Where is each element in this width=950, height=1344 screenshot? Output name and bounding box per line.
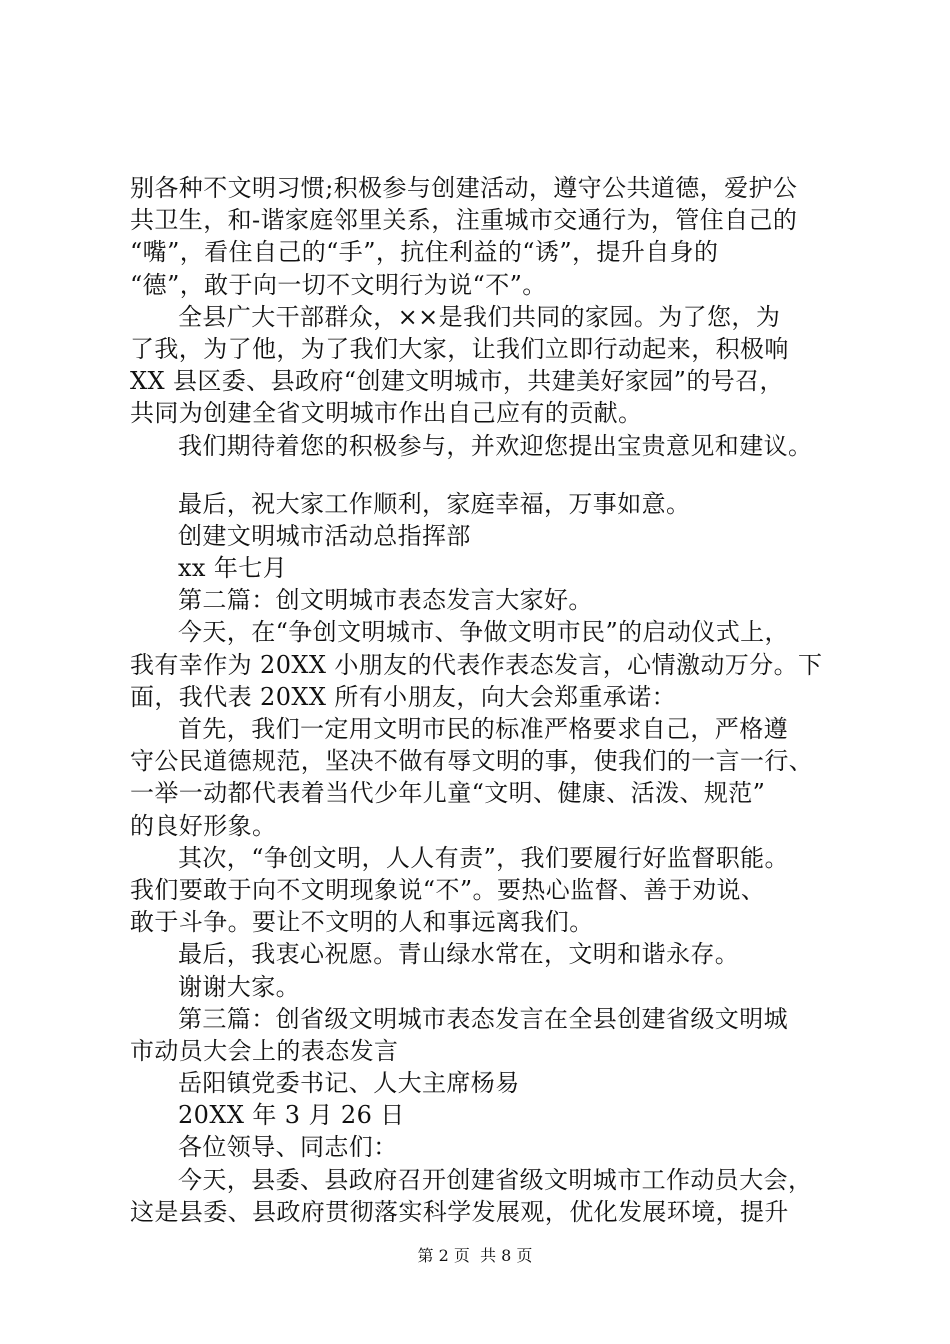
text-line: 今天，在“争创文明城市、争做文明市民”的启动仪式上， bbox=[178, 618, 789, 647]
text-line: XX 县区委、县政府“创建文明城市，共建美好家园”的号召， bbox=[130, 367, 784, 396]
page-number: 第 2 页 共 8 页 bbox=[417, 1246, 533, 1265]
paragraph-5 bbox=[130, 713, 830, 842]
paragraph-2 bbox=[130, 301, 830, 430]
text-line: 面，我代表 20XX 所有小朋友，向大会郑重承诺： bbox=[130, 682, 676, 711]
paragraph-1 bbox=[130, 172, 830, 301]
document-body bbox=[130, 172, 830, 1228]
text-line: 我有幸作为 20XX 小朋友的代表作表态发言，心情激动万分。下 bbox=[130, 650, 823, 679]
paragraph-7: 最后，我衷心祝愿。青山绿水常在，文明和谐永存。 bbox=[178, 940, 740, 969]
text-line: 的良好形象。 bbox=[130, 811, 277, 840]
signature-date: xx 年七月 bbox=[178, 554, 288, 583]
salutation: 各位领导、同志们： bbox=[178, 1133, 398, 1162]
text-line: 全县广大干部群众，××是我们共同的家园。为了您，为 bbox=[178, 302, 781, 331]
text-line: 市动员大会上的表态发言 bbox=[130, 1036, 399, 1065]
paragraph-3: 我们期待着您的积极参与，并欢迎您提出宝贵意见和建议。 bbox=[178, 431, 813, 460]
text-line: 守公民道德规范，坚决不做有辱文明的事，使我们的一言一行、 bbox=[130, 747, 814, 776]
signature: 创建文明城市活动总指挥部 bbox=[178, 521, 471, 550]
section-3-title bbox=[130, 1003, 830, 1067]
text-line: 一举一动都代表着当代少年儿童“文明、健康、活泼、规范” bbox=[130, 779, 766, 808]
text-line: 敢于斗争。要让不文明的人和事远离我们。 bbox=[130, 908, 594, 937]
text-line: 其次，“争创文明，人人有责”，我们要履行好监督职能。 bbox=[178, 843, 789, 872]
closing-line: 最后，祝大家工作顺利，家庭幸福，万事如意。 bbox=[178, 489, 691, 518]
text-line: 首先，我们一定用文明市民的标准严格要求自己，严格遵 bbox=[178, 715, 788, 743]
text-line: 第三篇：创省级文明城市表态发言在全县创建省级文明城 bbox=[178, 1004, 788, 1033]
section-2-title: 第二篇：创文明城市表态发言大家好。 bbox=[178, 586, 593, 615]
text-line: 共卫生，和-谐家庭邻里关系，注重城市交通行为，管住自己的 bbox=[130, 206, 798, 235]
paragraph-4 bbox=[130, 616, 830, 713]
text-line: “嘴”，看住自己的“手”，抗住利益的“诱”，提升自身的 bbox=[130, 238, 719, 267]
text-line: 别各种不文明习惯;积极参与创建活动，遵守公共道德，爱护公 bbox=[130, 174, 798, 202]
speaker: 岳阳镇党委书记、人大主席杨易 bbox=[178, 1069, 520, 1098]
text-line: 了我，为了他，为了我们大家，让我们立即行动起来，积极响 bbox=[130, 334, 789, 363]
blank-gap bbox=[130, 462, 830, 488]
paragraph-8: 谢谢大家。 bbox=[178, 972, 300, 1001]
paragraph-9 bbox=[130, 1164, 830, 1228]
text-line: 这是县委、县政府贯彻落实科学发展观，优化发展环境，提升 bbox=[130, 1197, 789, 1226]
paragraph-6 bbox=[130, 842, 830, 939]
text-line: “德”，敢于向一切不文明行为说“不”。 bbox=[130, 270, 547, 299]
text-line: 共同为创建全省文明城市作出自己应有的贡献。 bbox=[130, 399, 643, 428]
text-line: 今天，县委、县政府召开创建省级文明城市工作动员大会， bbox=[178, 1165, 813, 1194]
speech-date: 20XX 年 3 月 26 日 bbox=[178, 1101, 405, 1130]
text-line: 我们要敢于向不文明现象说“不”。要热心监督、善于劝说、 bbox=[130, 875, 766, 904]
